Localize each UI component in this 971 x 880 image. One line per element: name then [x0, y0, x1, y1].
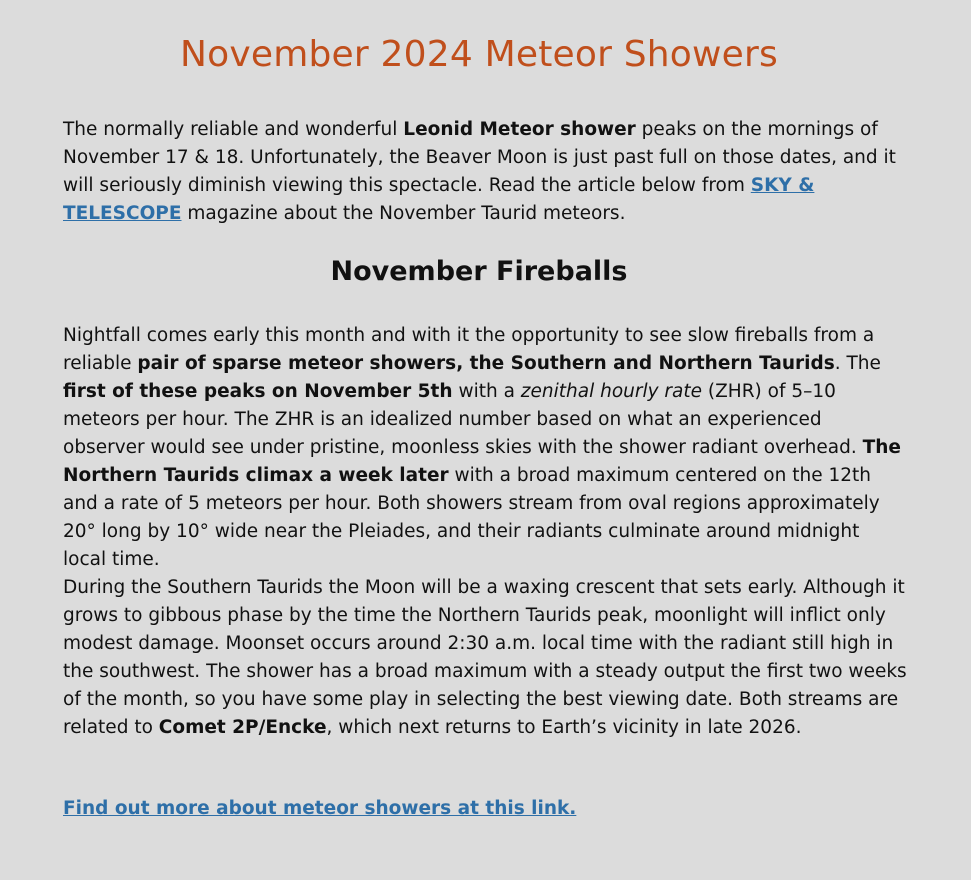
article-paragraph-2 [63, 574, 908, 742]
footer-link-paragraph [63, 795, 576, 823]
p1-text-4: (ZHR) of 5–10 meteors per hour. The ZHR is an idealized number based on what an experienced observer would see under pristine, moonless skies with the shower radiant overhead. [63, 381, 863, 458]
p1-text-1: Nightfall comes early this month and with it the opportunity to see slow fireballs from a reliable [63, 325, 875, 374]
p1-bold-2: first of these peaks on November 5th [63, 381, 453, 402]
intro-paragraph [63, 116, 908, 228]
section-heading: November Fireballs [330, 256, 628, 287]
intro-text-1: The normally reliable and wonderful [63, 119, 404, 140]
p1-italic-1: zenithal hourly rate [520, 381, 703, 402]
page-title: November 2024 Meteor Showers [180, 34, 778, 75]
p1-bold-1: pair of sparse meteor showers, the Southern and Northern Taurids [137, 353, 835, 374]
meteor-showers-link[interactable]: Find out more about meteor showers at this link. [63, 798, 577, 819]
p1-text-2: . The [834, 353, 881, 374]
article-paragraph-1 [63, 322, 908, 574]
p1-text-5: with a broad maximum centered on the 12th and a rate of 5 meteors per hour. Both showers stream from oval regions approximately 20° long by 10° wide near the Pleiades, and their radiants culminate around midnight local time. [63, 465, 880, 570]
intro-text-3: magazine about the November Taurid meteors. [181, 203, 626, 224]
p1-text-3: with a [452, 381, 521, 402]
p1-bold-3: The Northern Taurids climax a week later [63, 437, 901, 486]
p2-text-1: During the Southern Taurids the Moon will be a waxing crescent that sets early. Although it grows to gibbous phase by the time the Northern Taurids peak, moonlight will inflict only modest damage. Moonset occurs around 2:30 a.m. local time with the radiant still high in the southwest. The shower has a broad maximum with a steady output the first two weeks of the month, so you have some play in selecting the best viewing date. Both streams are related to [63, 577, 907, 738]
leonid-highlight: Leonid Meteor shower [403, 119, 636, 140]
sky-telescope-link[interactable]: SKY & TELESCOPE [63, 175, 815, 224]
article-body [63, 322, 908, 742]
intro-text-2: peaks on the mornings of November 17 & 18. Unfortunately, the Beaver Moon is just past full on those dates, and it will seriously diminish viewing this spectacle. Read the article below from [63, 119, 896, 196]
p2-bold-1: Comet 2P/Encke [158, 717, 327, 738]
p2-text-2: , which next returns to Earth’s vicinity in late 2026. [326, 717, 802, 738]
